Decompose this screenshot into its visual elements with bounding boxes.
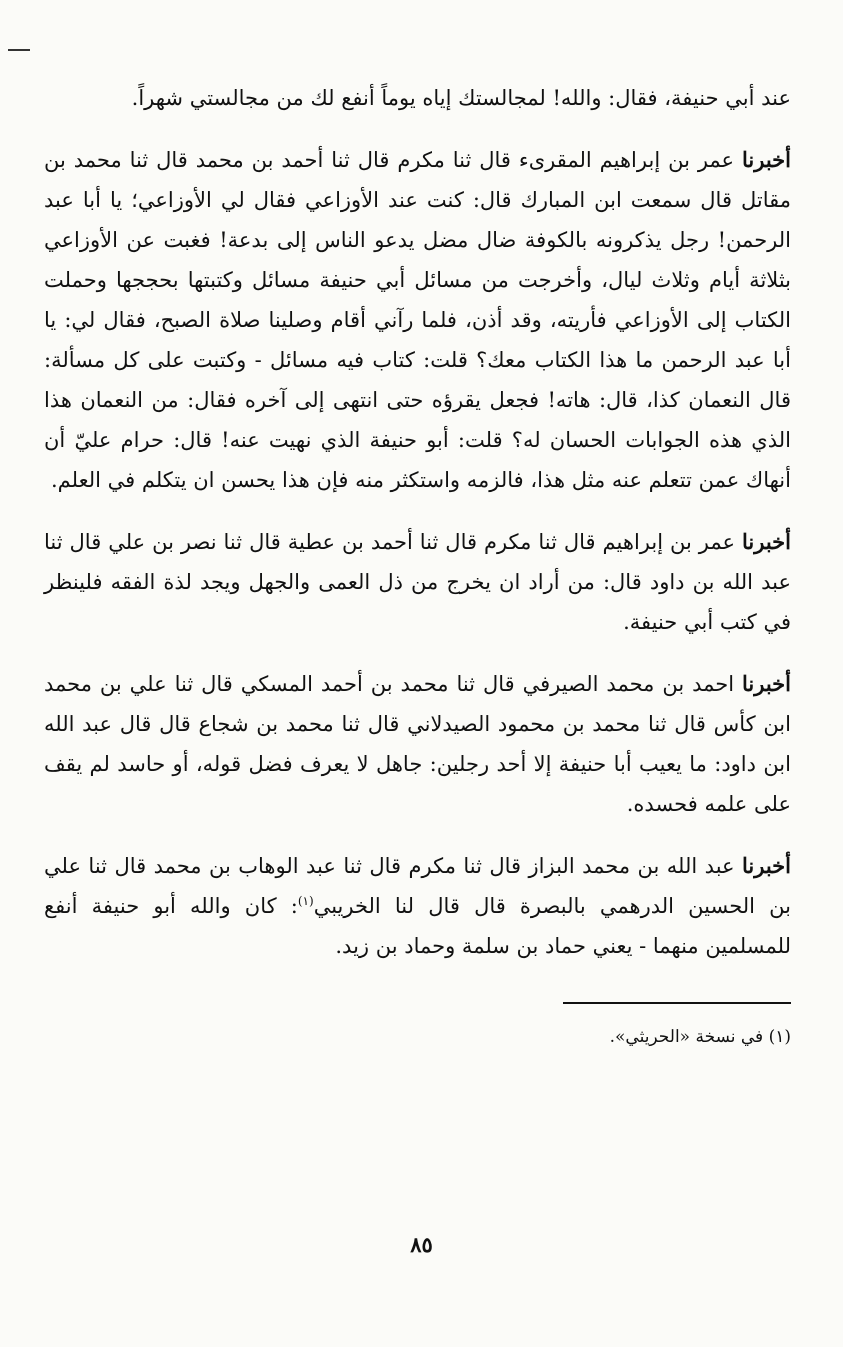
paragraph-3 [44,664,791,824]
paragraph-2-lead: أخبرنا [742,529,791,554]
paragraph-3-text: احمد بن محمد الصيرفي قال ثنا محمد بن أحمد المسكي قال ثنا علي بن محمد ابن كأس قال ثنا محمد بن محمود الصيدلاني قال ثنا محمد بن شجاع قال قال عبد الله ابن داود: ما يعيب أبا حنيفة إلا أحد رجلين: جاهل لا يعرف فضل قوله، أو حاسد لم يقف على علمه فحسده. [44,672,791,816]
paragraph-2-text: عمر بن إبراهيم قال ثنا مكرم قال ثنا أحمد بن عطية قال ثنا نصر بن علي قال ثنا عبد الله بن داود قال: من أراد ان يخرج من ذل العمى والجهل ويجد لذة الفقه فلينظر في كتب أبي حنيفة. [44,530,791,634]
paragraph-3-lead: أخبرنا [742,671,791,696]
paragraph-1 [44,140,791,500]
footnote: (١) في نسخة «الحريثي». [609,1027,791,1047]
paragraph-4-text-after: : كان والله أبو حنيفة أنفع للمسلمين منهما - يعني حماد بن سلمة وحماد بن زيد. [44,894,791,958]
paragraph-1-lead: أخبرنا [742,147,791,172]
paragraph-2 [44,522,791,642]
opening-line: عند أبي حنيفة، فقال: والله! لمجالستك إياه يوماً أنفع لك من مجالستي شهراً. [131,86,791,110]
paragraph-1-text: عمر بن إبراهيم المقرىء قال ثنا مكرم قال ثنا أحمد بن محمد قال ثنا محمد بن مقاتل قال سمعت ابن المبارك قال: كنت عند الأوزاعي فقال لي الأوزاعي؛ يا أبا عبد الرحمن! رجل يذكرونه بالكوفة ضال مضل يدعو الناس إلى بدعة! فغبت عن الأوزاعي بثلاثة أيام وثلاث ليال، وأخرجت من مسائل أبي حنيفة مسائل وكتبتها بحججها وحملت الكتاب إلى الأوزاعي فأريته، وقد أذن، فلما رآني أقام وصلينا صلاة الصبح، فقال لي: يا أبا عبد الرحمن ما هذا الكتاب معك؟ قلت: كتاب فيه مسائل - وكتبت على كل مسألة: قال النعمان كذا، قال: هاته! فجعل يقرؤه حتى انتهى إلى آخره فقال: من النعمان هذا الذي هذه الجوابات الحسان له؟ قلت: أبو حنيفة الذي نهيت عنه! قال: حرام عليّ أن أنهاك عمن تتعلم عنه مثل هذا، فالزمه واستكثر منه فإن هذا يحسن ان يتكلم في العلم. [44,148,791,492]
footnote-rule [563,1002,791,1004]
paragraph-4-lead: أخبرنا [742,853,791,878]
margin-mark [8,49,30,51]
paragraph-4 [44,846,791,966]
page-number: ٨٥ [410,1232,433,1257]
paragraph-4-text-before: عبد الله بن محمد البزاز قال ثنا مكرم قال ثنا عبد الوهاب بن محمد قال ثنا علي بن الحسين الدرهمي بالبصرة قال قال لنا الخريبي [44,854,791,918]
footnote-marker: (١) [297,894,314,908]
page-body [44,78,791,1052]
